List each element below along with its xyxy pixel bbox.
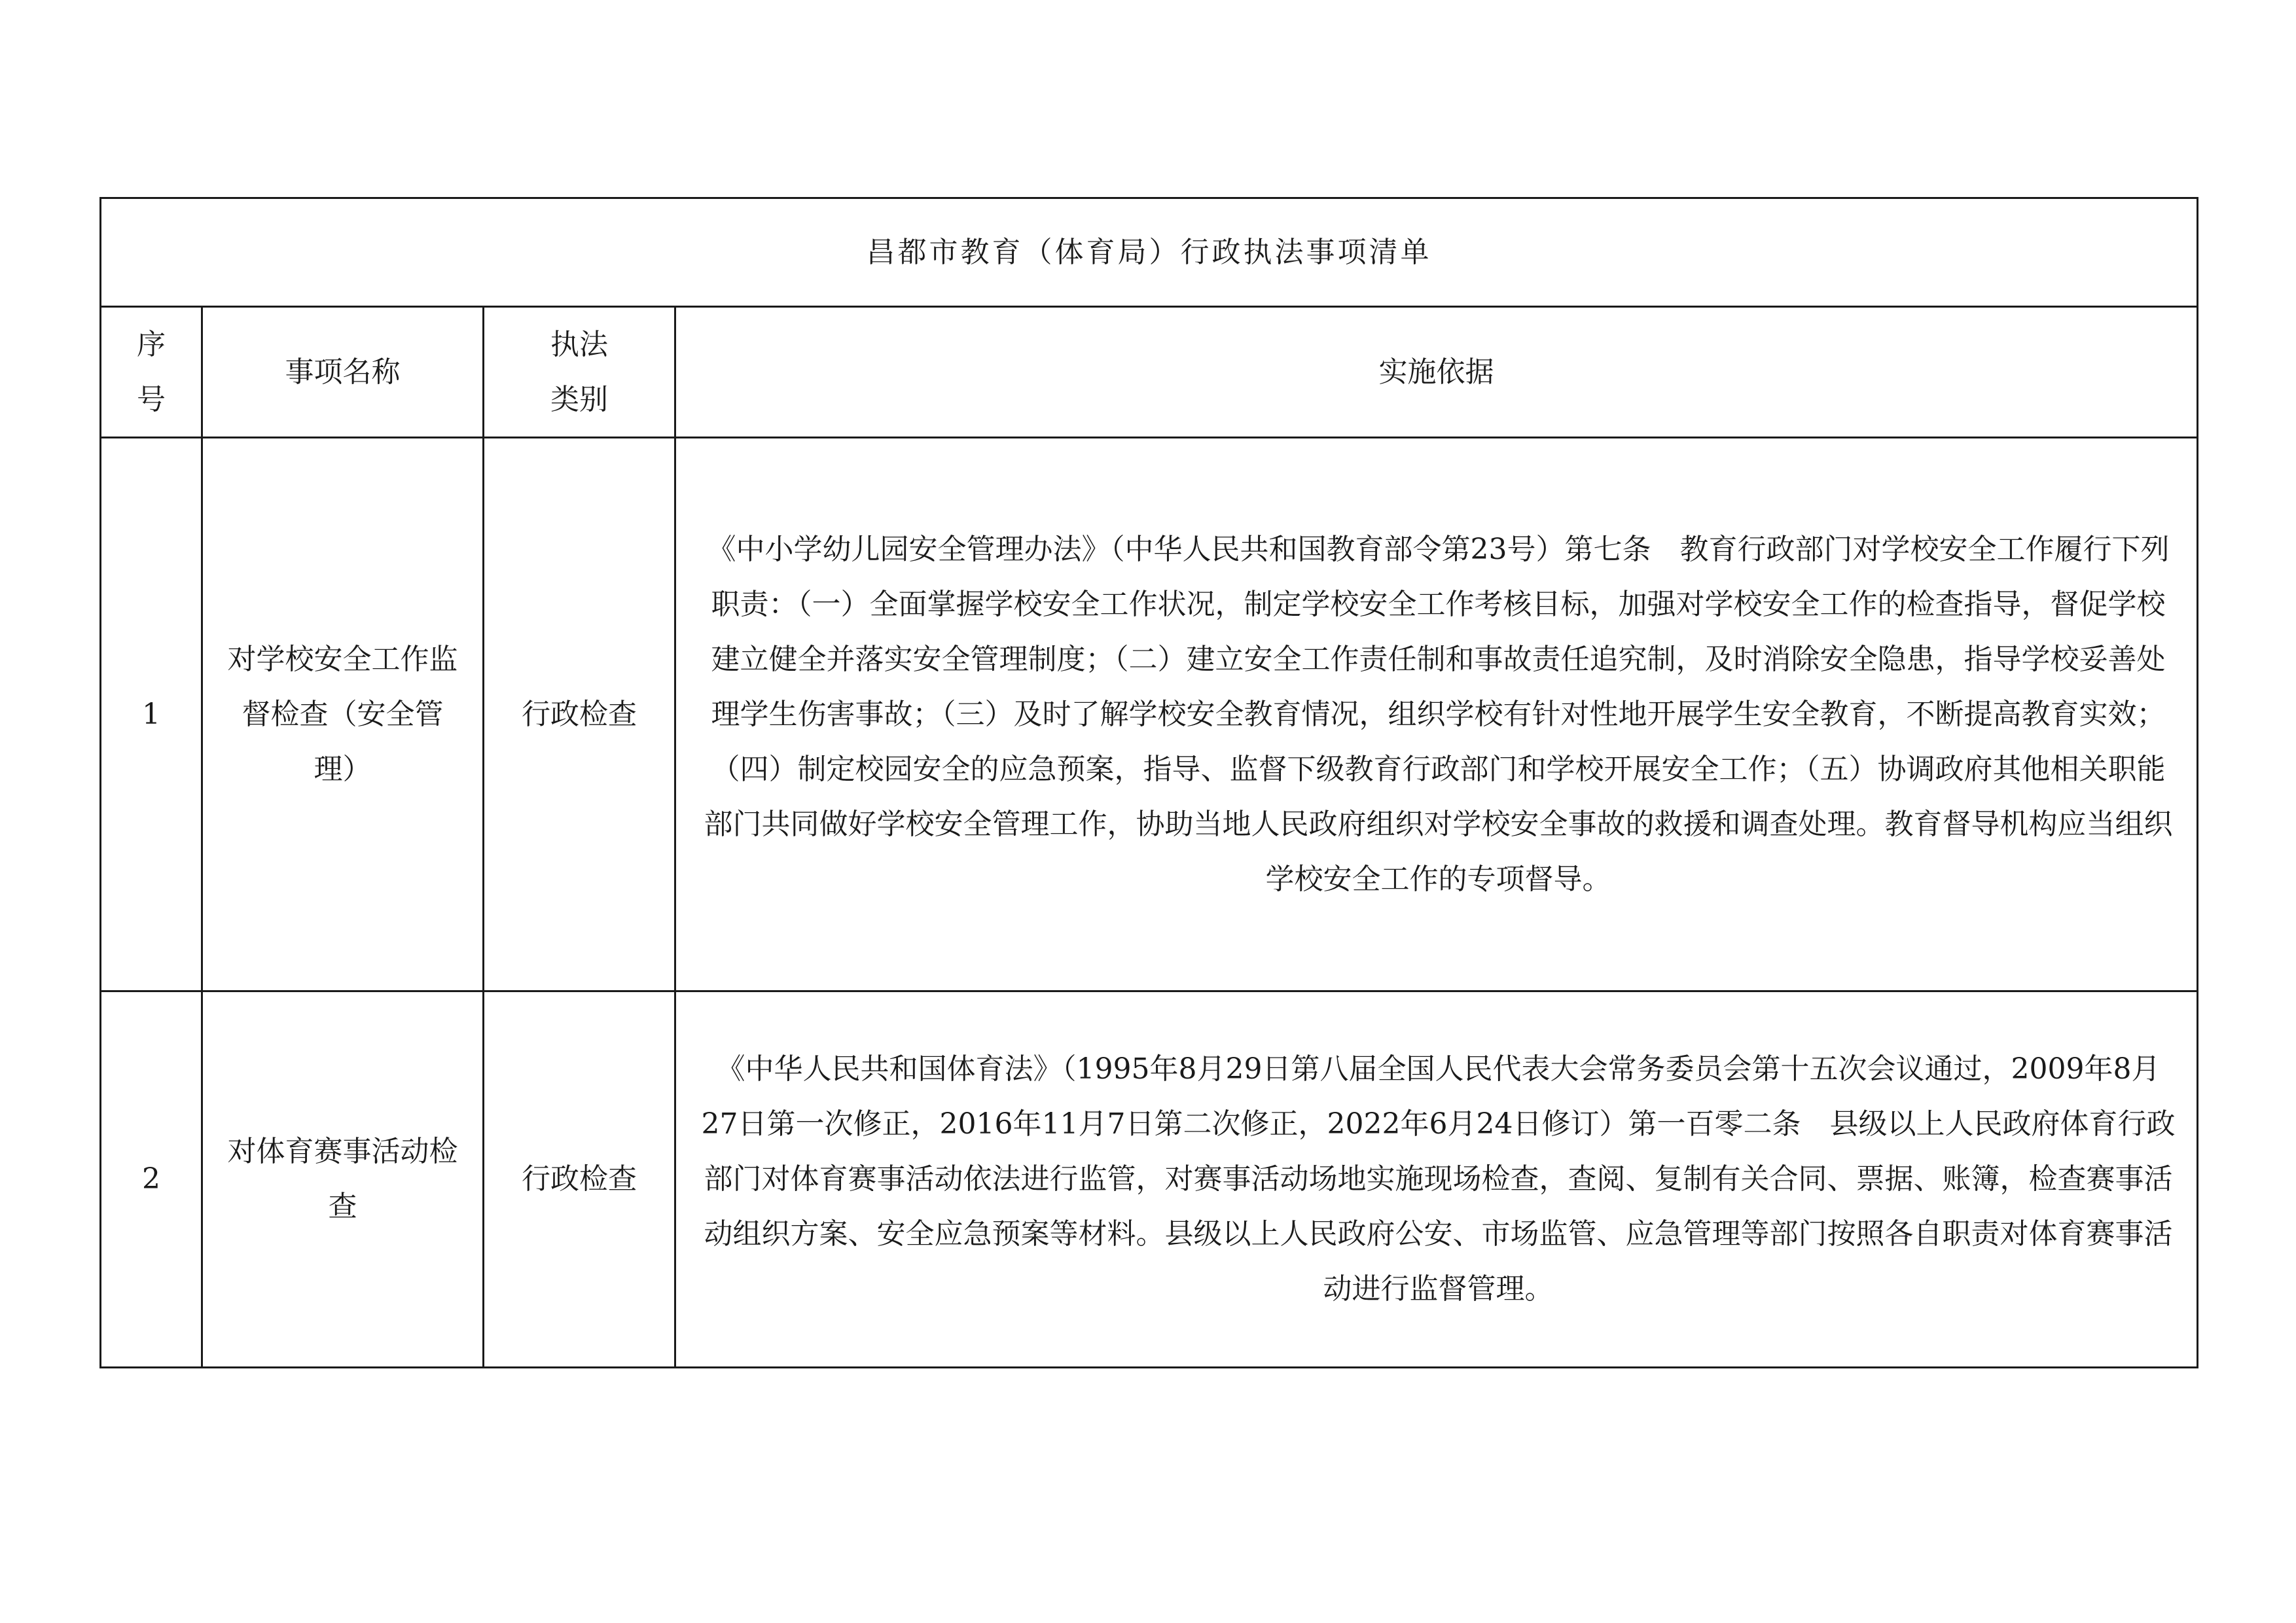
row-name: 对体育赛事活动检查 <box>202 991 484 1368</box>
header-row <box>101 307 2198 438</box>
header-name: 事项名称 <box>202 307 484 438</box>
header-basis: 实施依据 <box>675 307 2198 438</box>
enforcement-items-table <box>99 197 2198 1368</box>
table-row <box>101 991 2198 1368</box>
header-seq-line2: 号 <box>137 382 166 416</box>
row-basis: 《中小学幼儿园安全管理办法》（中华人民共和国教育部令第23号）第七条 教育行政部门对学校安全工作履行下列职责：（一）全面掌握学校安全工作状况，制定学校安全工作考核目标，加强对学校安全工作的检查指导，督促学校建立健全并落实安全管理制度；（二）建立安全工作责任制和事故责任追究制，及时消除安全隐患，指导学校妥善处理学生伤害事故；（三）及时了解学校安全教育情况，组织学校有针对性地开展学生安全教育，不断提高教育实效；（四）制定校园安全的应急预案，指导、监督下级教育行政部门和学校开展安全工作；（五）协调政府其他相关职能部门共同做好学校安全管理工作，协助当地人民政府组织对学校安全事故的救援和调查处理。教育督导机构应当组织学校安全工作的专项督导。 <box>675 438 2198 991</box>
row-name: 对学校安全工作监督检查（安全管理） <box>202 438 484 991</box>
document-title: 昌都市教育（体育局）行政执法事项清单 <box>101 198 2198 307</box>
header-category <box>484 307 675 438</box>
row-category: 行政检查 <box>484 438 675 991</box>
header-category-line1: 执法 <box>550 327 608 361</box>
row-seq: 2 <box>101 991 202 1368</box>
header-seq-line1: 序 <box>137 327 166 361</box>
header-seq <box>101 307 202 438</box>
header-category-line2: 类别 <box>550 382 608 416</box>
row-seq: 1 <box>101 438 202 991</box>
title-row <box>101 198 2198 307</box>
row-basis: 《中华人民共和国体育法》（1995年8月29日第八届全国人民代表大会常务委员会第十五次会议通过，2009年8月27日第一次修正，2016年11月7日第二次修正，2022年6月24日修订）第一百零二条 县级以上人民政府体育行政部门对体育赛事活动依法进行监管，对赛事活动场地实施现场检查，查阅、复制有关合同、票据、账簿，检查赛事活动组织方案、安全应急预案等材料。县级以上人民政府公安、市场监管、应急管理等部门按照各自职责对体育赛事活动进行监督管理。 <box>675 991 2198 1368</box>
row-category: 行政检查 <box>484 991 675 1368</box>
table-row <box>101 438 2198 991</box>
